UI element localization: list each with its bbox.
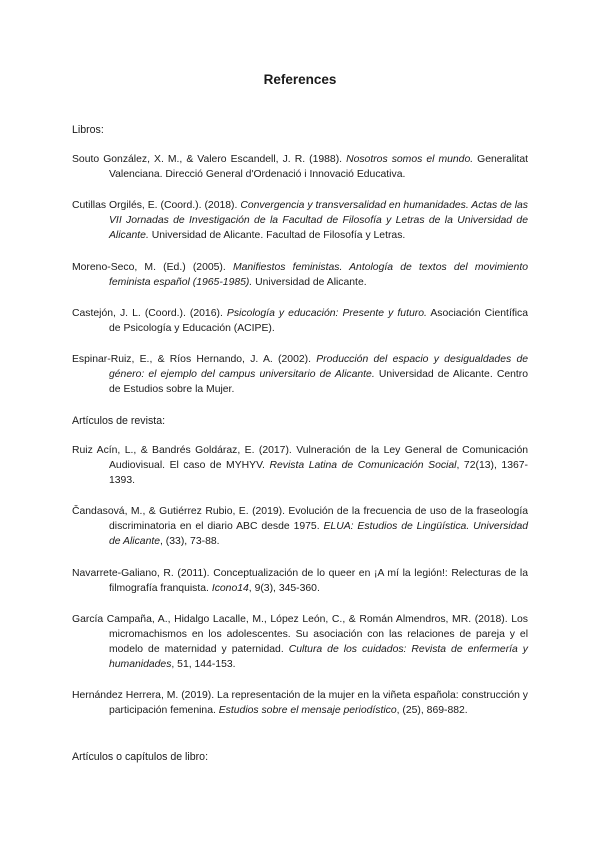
reference-title: Manifiestos feministas. Antología de textos del movimiento feminista español (1965-1985). (109, 262, 529, 289)
reference-authors: Čandasová, M., & Gutiérrez Rubio, E. (2019). Evolución de la frecuencia de uso de la fraseología discriminatoria en el diario ABC desde 1975. (72, 506, 528, 533)
reference-entry (72, 566, 528, 596)
reference-journal: Icono14 (211, 583, 249, 595)
reference-authors: Espinar-Ruiz, E., & Ríos Hernando, J. A. (2002). (72, 354, 317, 365)
reference-authors: Ruiz Acín, L., & Bandrés Goldáraz, E. (2017). Vulneración de la Ley General de Comunicación Audiovisual. El caso de MYHYV. (72, 445, 528, 472)
reference-entry (72, 504, 528, 549)
reference-title: Convergencia y transversalidad en humanidades. Actas de las VII Jornadas de Investigación de la Facultad de Filosofía y Letras de la Universidad de Alicante. (109, 200, 528, 242)
reference-title: Producción del espacio y desigualdades de género: el ejemplo del campus universitario de Alicante. (109, 354, 528, 381)
reference-publisher: Universidad de Alicante. Centro de Estudios sobre la Mujer. (109, 369, 529, 396)
reference-publisher: Universidad de Alicante. Facultad de Filosofía y Letras. (148, 230, 406, 242)
reference-journal: Estudios sobre el mensaje periodístico (218, 705, 397, 717)
section-heading-articles: Artículos de revista: (72, 415, 166, 427)
reference-authors: Navarrete-Galiano, R. (2011). Conceptualización de lo queer en ¡A mí la legión!: Relecturas de la filmografía franquista. (72, 568, 528, 595)
reference-entry (72, 306, 528, 336)
reference-publisher: Asociación Científica de Psicología y Educación (ACIPE). (109, 308, 528, 335)
page-title: References (263, 72, 337, 87)
reference-entry (72, 260, 528, 290)
section-heading-chapters: Artículos o capítulos de libro: (72, 751, 209, 763)
reference-title: Nosotros somos el mundo. (346, 154, 474, 165)
reference-entry (72, 443, 528, 488)
reference-entry (72, 612, 528, 672)
reference-authors: Hernández Herrera, M. (2019). La representación de la mujer en la viñeta española: construcción y participación femenina. (72, 690, 528, 717)
reference-volume: , (33), 73-88. (160, 536, 220, 548)
reference-title: Psicología y educación: Presente y futuro. (226, 308, 427, 319)
reference-publisher: Universidad de Alicante. (252, 277, 367, 289)
reference-volume: , 9(3), 345-360. (248, 583, 320, 595)
reference-entry (72, 688, 528, 718)
reference-entry (72, 198, 528, 243)
reference-authors: Moreno-Seco, M. (Ed.) (2005). (72, 262, 233, 273)
reference-entry (72, 152, 528, 182)
reference-volume: , 51, 144-153. (171, 659, 236, 671)
reference-authors: Souto González, X. M., & Valero Escandell, J. R. (1988). (72, 154, 347, 165)
reference-volume: , 72(13), 1367-1393. (109, 460, 528, 487)
reference-journal: Revista Latina de Comunicación Social (269, 460, 457, 472)
reference-volume: , (25), 869-882. (396, 705, 468, 717)
reference-authors: Castejón, J. L. (Coord.). (2016). (72, 308, 227, 319)
reference-entry (72, 352, 528, 397)
reference-journal: Cultura de los cuidados: Revista de enfermería y humanidades (109, 644, 528, 671)
reference-journal: ELUA: Estudios de Lingüística. Universidad de Alicante (109, 521, 528, 548)
reference-authors: García Campaña, A., Hidalgo Lacalle, M., López León, C., & Román Almendros, MR. (2018). Los micromachismos en los adolescentes. Su asociación con las relaciones de pareja y el modelo de maternidad y paternidad. (72, 614, 528, 656)
reference-authors: Cutillas Orgilés, E. (Coord.). (2018). (72, 200, 241, 211)
section-heading-books: Libros: (72, 124, 104, 136)
reference-publisher: Generalitat Valenciana. Direcció General d'Ordenació i Innovació Educativa. (109, 154, 528, 181)
